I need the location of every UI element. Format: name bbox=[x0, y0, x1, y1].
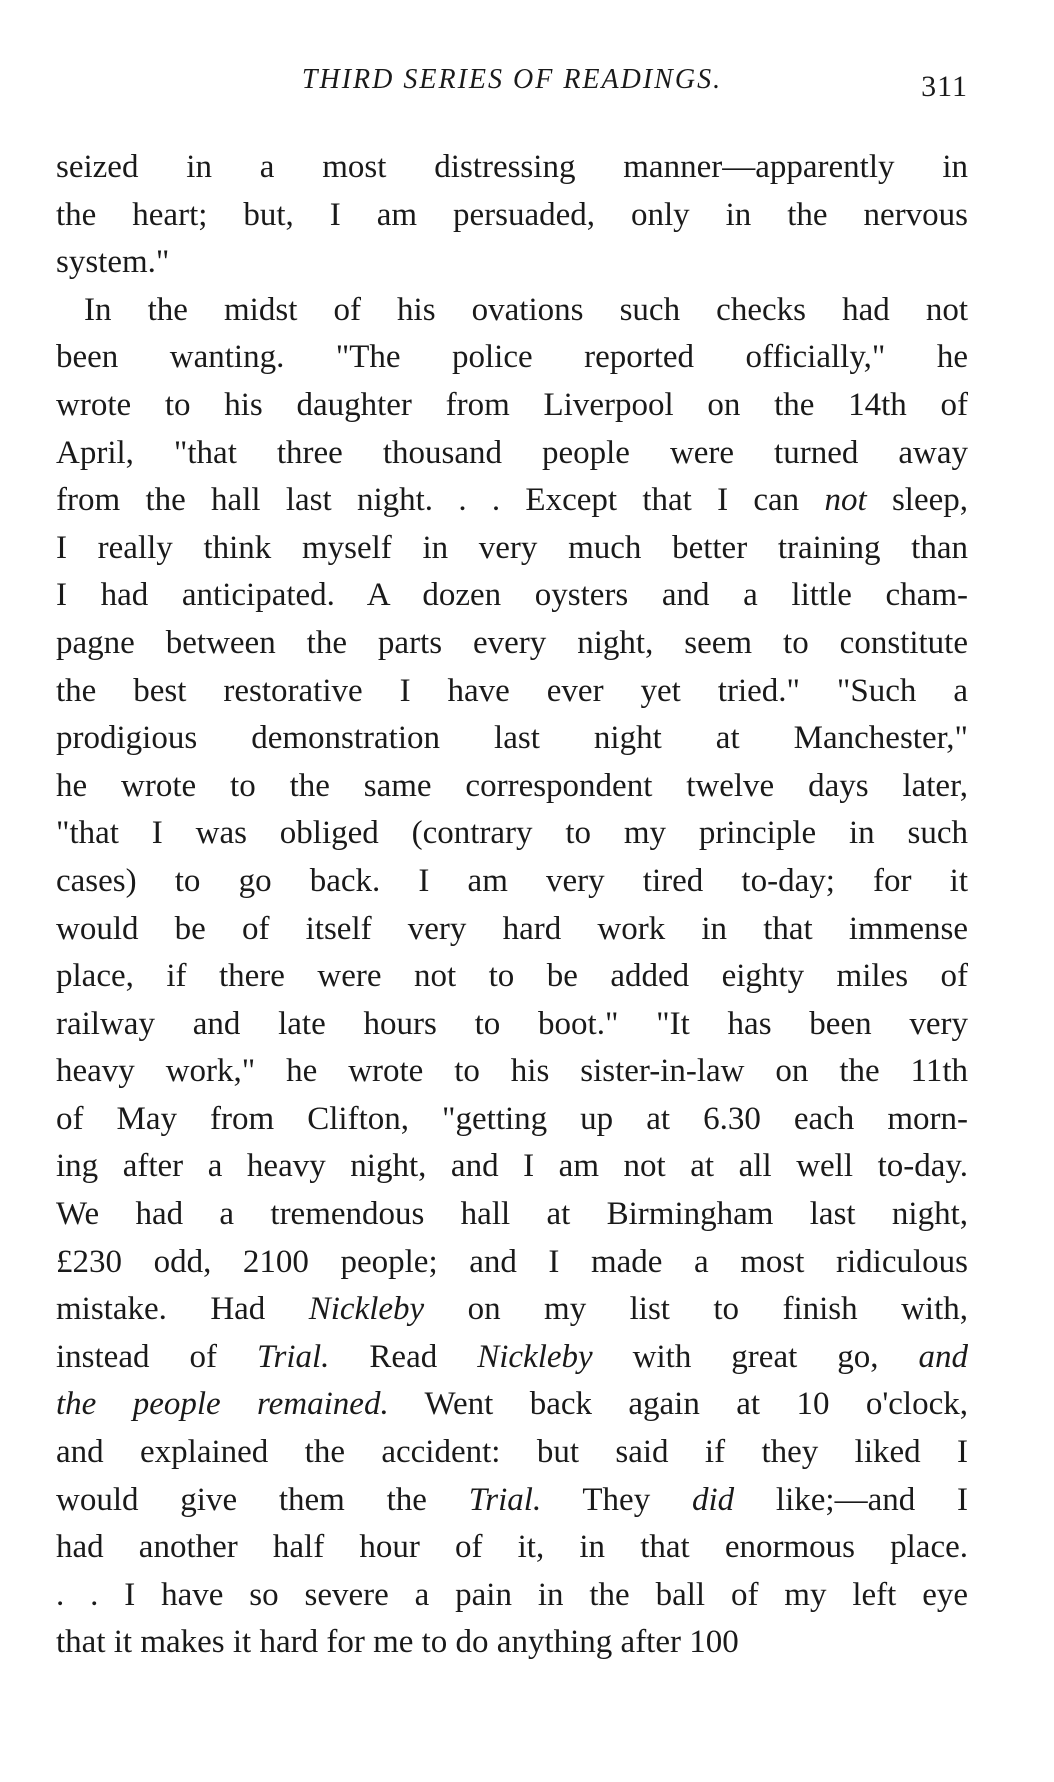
text-segment: pagne between the parts every night, seem to constitute bbox=[56, 624, 968, 661]
text-line bbox=[56, 763, 968, 811]
text-line bbox=[56, 715, 968, 763]
text-segment: We had a tremendous hall at Birmingham last night, bbox=[56, 1196, 968, 1233]
text-segment: the heart; but, I am persuaded, only in the nervous bbox=[56, 196, 968, 233]
text-segment: had another half hour of it, in that enormous place. bbox=[56, 1529, 968, 1566]
text-segment: "that I was obliged (contrary to my principle in such bbox=[56, 815, 968, 852]
text-segment: Went back again at 10 o'clock, bbox=[388, 1386, 968, 1423]
text-segment: seized in a most distressing manner—apparently in bbox=[56, 149, 968, 185]
text-segment: from the hall last night. . . Except that I can bbox=[56, 482, 825, 519]
text-line bbox=[56, 239, 968, 287]
text-segment: the best restorative I have ever yet tried." "Such a bbox=[56, 672, 968, 709]
text-segment: on my list to finish with, bbox=[424, 1291, 968, 1328]
text-line bbox=[56, 525, 968, 573]
text-line bbox=[56, 334, 968, 382]
text-segment: I really think myself in very much better training than bbox=[56, 529, 968, 566]
text-segment: of May from Clifton, "getting up at 6.30 each morn- bbox=[56, 1100, 968, 1137]
text-line bbox=[56, 906, 968, 954]
text-segment: £230 odd, 2100 people; and I made a most ridiculous bbox=[56, 1243, 968, 1280]
italic-text: Nickleby bbox=[477, 1338, 593, 1375]
text-line bbox=[56, 620, 968, 668]
text-segment: sleep, bbox=[866, 482, 968, 519]
text-segment: mistake. Had bbox=[56, 1291, 309, 1328]
text-segment: April, "that three thousand people were turned away bbox=[56, 434, 968, 471]
text-segment: with great go, bbox=[592, 1338, 919, 1375]
text-segment: place, if there were not to be added eighty miles of bbox=[56, 958, 968, 995]
text-segment: system." bbox=[56, 244, 170, 281]
italic-text: and bbox=[918, 1338, 968, 1375]
text-line bbox=[56, 144, 968, 192]
text-segment: he wrote to the same correspondent twelve days later, bbox=[56, 767, 968, 804]
italic-text: Trial. bbox=[256, 1338, 330, 1375]
text-segment: I had anticipated. A dozen oysters and a little cham- bbox=[56, 577, 968, 614]
text-line bbox=[56, 192, 968, 240]
text-segment: cases) to go back. I am very tired to-day; for it bbox=[56, 862, 968, 899]
italic-text: Nickleby bbox=[308, 1291, 425, 1328]
text-segment: In the midst of his ovations such checks had not bbox=[84, 291, 968, 328]
text-line bbox=[56, 430, 968, 478]
italic-text: Trial. bbox=[468, 1481, 542, 1518]
text-line bbox=[56, 1381, 968, 1429]
text-segment: ing after a heavy night, and I am not at all well to-day. bbox=[56, 1148, 968, 1185]
text-line bbox=[56, 1572, 968, 1620]
text-line bbox=[56, 858, 968, 906]
text-segment: wrote to his daughter from Liverpool on the 14th of bbox=[56, 386, 968, 423]
text-segment: would give them the bbox=[56, 1481, 469, 1518]
text-line bbox=[56, 1524, 968, 1572]
text-line bbox=[56, 1239, 968, 1287]
text-line bbox=[56, 1048, 968, 1096]
text-segment: like;—and I bbox=[734, 1481, 968, 1518]
running-head bbox=[56, 64, 968, 104]
text-segment: instead of bbox=[56, 1338, 257, 1375]
text-line bbox=[56, 1096, 968, 1144]
text-line bbox=[56, 810, 968, 858]
text-line bbox=[56, 1286, 968, 1334]
body-text bbox=[56, 144, 968, 1667]
text-line bbox=[56, 1191, 968, 1239]
text-line bbox=[56, 1477, 968, 1525]
running-title: THIRD SERIES OF READINGS. bbox=[301, 64, 723, 95]
text-segment: that it makes it hard for me to do anything after 100 bbox=[56, 1624, 739, 1661]
text-line bbox=[56, 668, 968, 716]
text-line bbox=[56, 382, 968, 430]
text-segment: Read bbox=[329, 1338, 478, 1375]
text-line bbox=[56, 287, 968, 335]
text-segment: prodigious demonstration last night at Manchester," bbox=[56, 720, 968, 757]
text-segment: railway and late hours to boot." "It has been very bbox=[56, 1005, 968, 1042]
text-line bbox=[56, 1334, 968, 1382]
text-line bbox=[56, 953, 968, 1001]
text-segment: They bbox=[541, 1481, 692, 1518]
text-segment: heavy work," he wrote to his sister-in-law on the 11th bbox=[56, 1053, 968, 1090]
page-number: 311 bbox=[921, 70, 968, 103]
text-line bbox=[56, 572, 968, 620]
text-line bbox=[56, 1429, 968, 1477]
text-segment: . . I have so severe a pain in the ball of my left eye bbox=[56, 1576, 968, 1613]
text-line bbox=[56, 1001, 968, 1049]
italic-text: the people remained. bbox=[56, 1386, 389, 1423]
text-segment: and explained the accident: but said if they liked I bbox=[56, 1434, 968, 1471]
text-line bbox=[56, 1619, 968, 1667]
text-line bbox=[56, 477, 968, 525]
italic-text: not bbox=[824, 482, 867, 519]
text-line bbox=[56, 1143, 968, 1191]
text-segment: would be of itself very hard work in that immense bbox=[56, 910, 968, 947]
text-segment: been wanting. "The police reported officially," he bbox=[56, 339, 968, 376]
italic-text: did bbox=[691, 1481, 735, 1518]
